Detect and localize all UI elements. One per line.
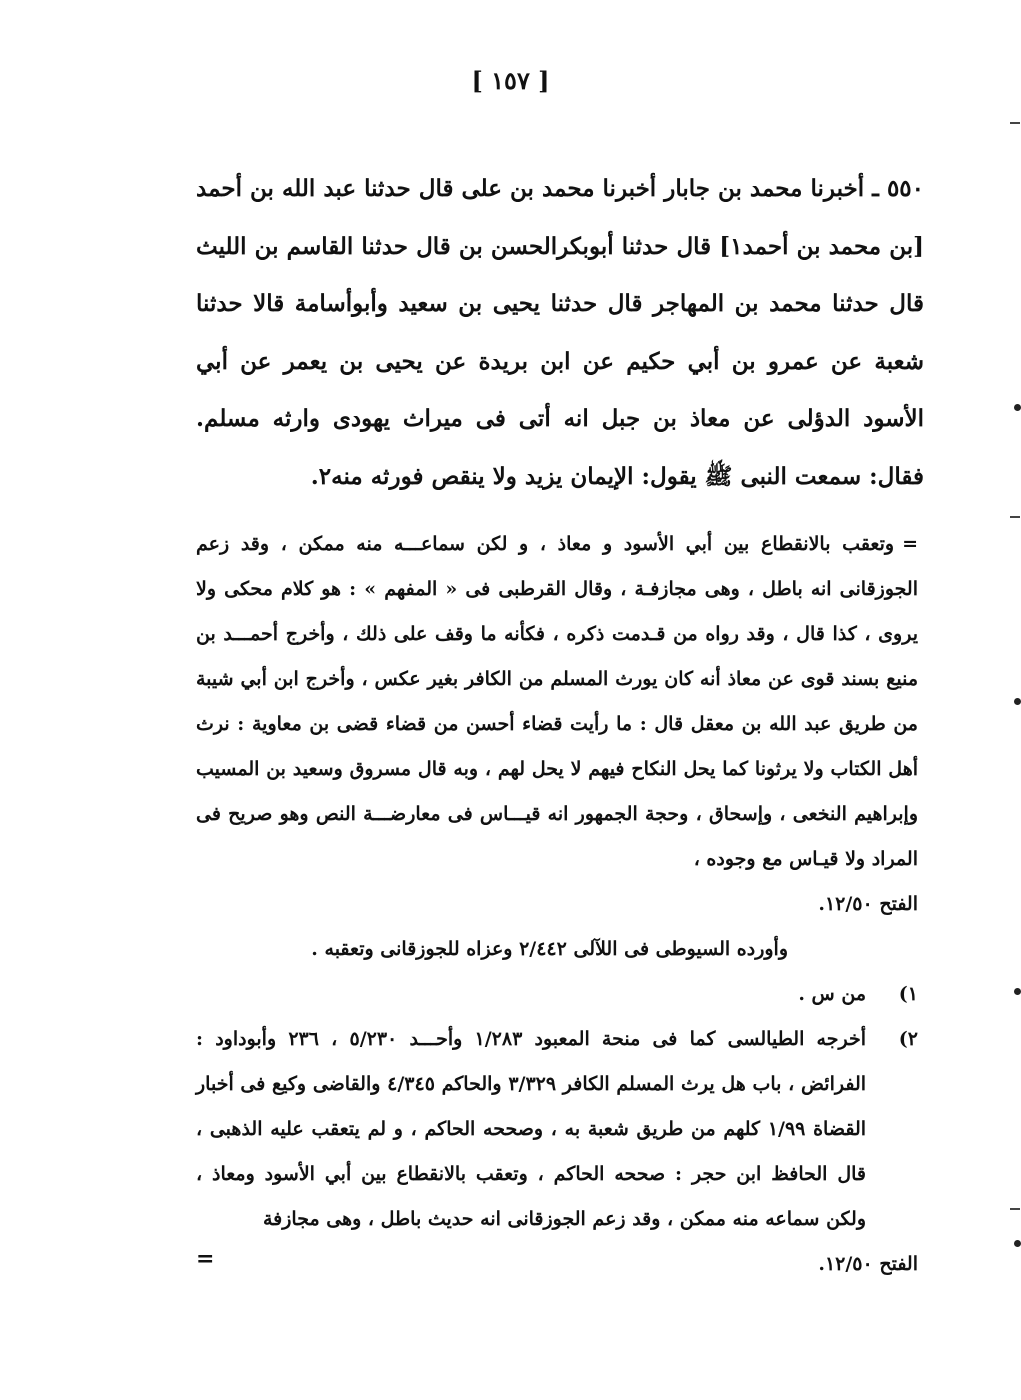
page-number: [ ١٥٧ ] (471, 66, 550, 95)
scan-tick (1010, 1208, 1020, 1210)
hadith-text (196, 160, 924, 505)
hadith-paragraph: ٥٥٠ ـ أخبرنا محمد بن جابار أخبرنا محمد بن على قال حدثنا عبد الله بن أحمد [بن محمد بن أحمد١] قال حدثنا أبوبكرالحسن بن قال حدثنا القاسم بن الليث قال حدثنا محمد بن المهاجر قال حدثنا يحيى بن سعيد وأبوأسامة قالا حدثنا شعبة عن عمرو بن أبي حكيم عن ابن بريدة عن يحيى بن يعمر عن أبي الأسود الدؤلى عن معاذ بن جبل انه أتى فى ميراث يهودى وارثه مسلم. فقال: سمعت النبى ﷺ يقول: الإيمان يزيد ولا ينقص فورثه منه٢. (196, 175, 924, 490)
note-suyuti: وأورده السيوطى فى اللآلى ٢/٤٤٢ وعزاه للجوزقانى وتعقبه . (311, 938, 788, 960)
footnote-1-text: من س . (798, 983, 866, 1005)
commentary-notes (196, 522, 918, 1287)
scan-speck (1014, 1240, 1021, 1247)
scan-tick (1010, 516, 1020, 518)
footnote-2-text: أخرجه الطيالسى كما فى منحة المعبود ١/٢٨٣ وأحـــد ٥/٢٣٠ ، ٢٣٦ وأبوداود : الفرائض ، باب هل يرث المسلم الكافر ٣/٣٢٩ والحاكم ٤/٣٤٥ والقاضى وكيع فى أخبار القضاة ١/٩٩ كلهم من طريق شعبة به ، وصححه الحاكم ، و لم يتعقب عليه الذهبى ، قال الحافظ ابن حجر : صححه الحاكم ، وتعقب بالانقطاع بين أبي الأسود ومعاذ ، ولكن سماعه منه ممكن ، وقد زعم الجوزقانى انه حديث باطل ، وهى مجازفة (196, 1028, 867, 1230)
note-paragraph (196, 522, 918, 882)
scan-speck (1014, 698, 1021, 705)
note-source: الفتح ١٢/٥٠. (818, 893, 918, 915)
end-marker: = (196, 1246, 215, 1272)
footnote-2-number: ٢) (898, 1028, 918, 1050)
footnote-1 (196, 972, 918, 1017)
scan-speck (1014, 988, 1021, 995)
scan-tick (1010, 122, 1020, 124)
footnote-2 (196, 1017, 918, 1242)
footnote-2-source (196, 1242, 918, 1287)
scan-speck (1014, 404, 1021, 411)
continuation-marker: = (902, 533, 918, 555)
footnote-1-number: ١) (898, 983, 918, 1005)
footnote-2-source-text: الفتح ١٢/٥٠. (818, 1253, 918, 1275)
note-body: وتعقب بالانقطاع بين أبي الأسود و معاذ ، و لكن سماعـــه منه ممكن ، وقد زعم الجوزقانى انه باطل ، وهى مجازفـة ، وقال القرطبى فى « المفهم » : هو كلام محكى ولا يروى ، كذا قال ، وقد رواه من قـدمت ذكره ، فكأنه ما وقف على ذلك ، وأخرج أحمـــد بن منيع بسند قوى عن معاذ أنه كان يورث المسلم من الكافر بغير عكس ، وأخرج ابن أبي شيبة من طريق عبد الله بن معقل قال : ما رأيت قضاء أحسن من قضاء قضى بن معاوية : نرث أهل الكتاب ولا يرثونا كما يحل النكاح فيهم لا يحل لهم ، وبه قال مسروق وسعيد بن المسيب وإبراهيم النخعى ، وإسحاق ، وحجة الجمهور انه قيـــاس فى معارضـــة النص وهو صريح فى المراد ولا قيـاس مع وجوده ، (196, 533, 918, 870)
